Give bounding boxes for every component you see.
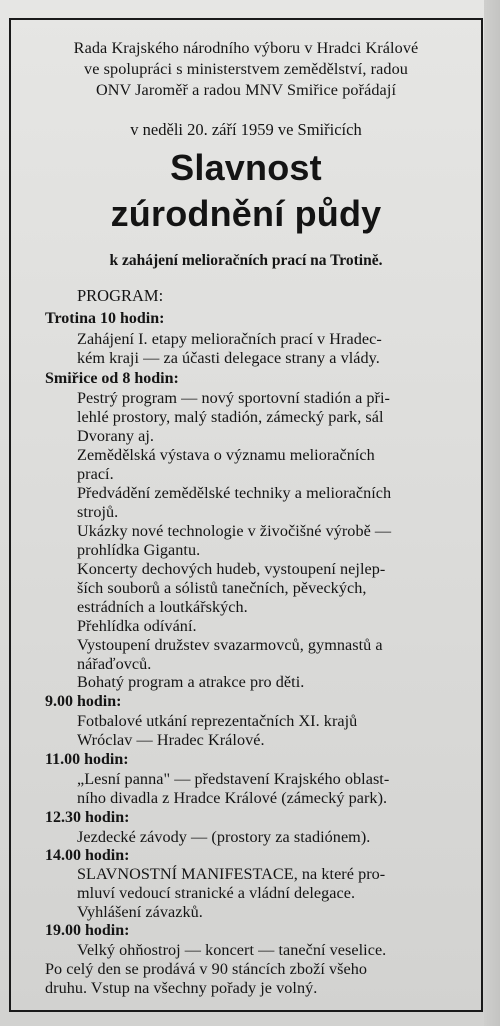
program-line: strojů. — [77, 503, 119, 521]
program-line: Dvorany aj. — [77, 427, 154, 446]
event-title-line-2: zúrodnění půdy — [110, 193, 382, 234]
closing-line: Po celý den se prodává v 90 stáncích zboží všeho — [45, 960, 368, 979]
program-line: Vyhlášení závazků. — [77, 903, 203, 922]
program-line: Předvádění zemědělské techniky a melioračních — [77, 484, 392, 502]
section-heading-1230: 12.30 hodin: — [45, 808, 130, 826]
program-line: Velký ohňostroj — koncert — taneční veselice. — [77, 941, 387, 960]
program-line: Vystoupení družstev svazarmovců, gymnastů a — [77, 635, 383, 654]
section-heading-trotina: Trotina 10 hodin: — [45, 310, 165, 328]
section-heading-9: 9.00 hodin: — [45, 693, 122, 711]
program-line: Fotbalové utkání reprezentačních XI. krajů — [77, 712, 358, 731]
intro-line: ve spolupráci s ministerstvem zemědělství, radou — [84, 60, 408, 78]
program-line: Bohatý program a atrakce pro děti. — [77, 673, 305, 692]
event-title-line-1: Slavnost — [170, 147, 322, 188]
program-line: Přehlídka odívání. — [77, 616, 197, 635]
section-heading-11: 11.00 hodin: — [45, 750, 129, 768]
page-edge — [484, 0, 500, 1026]
program-line: kém kraji — za účasti delegace strany a vlády. — [77, 348, 380, 367]
closing-line: druhu. Vstup na všechny pořady je volný. — [45, 979, 318, 998]
program-line: Wróclav — Hradec Králové. — [77, 731, 265, 750]
program-line: SLAVNOSTNÍ MANIFESTACE, na které pro- — [77, 865, 386, 884]
program-line: ního divadla z Hradce Králové (zámecký park). — [77, 788, 388, 807]
intro-paragraph — [11, 38, 481, 101]
program-line: Jezdecké závody — (prostory za stadiónem). — [77, 827, 371, 846]
program-line: lehlé prostory, malý stadión, zámecký park, sál — [77, 408, 384, 427]
program-line: „Lesní panna" — představení Krajského oblast- — [77, 769, 390, 788]
program-line: Pestrý program — nový sportovní stadión a při- — [77, 389, 390, 408]
program-line: Koncerty dechových hudeb, vystoupení nejlep- — [77, 559, 386, 578]
program-line: prohlídka Gigantu. — [77, 540, 201, 559]
section-heading-14: 14.00 hodin: — [45, 846, 130, 864]
program-line: Zemědělská výstava o významu melioračních — [77, 446, 375, 465]
announcement-frame — [9, 18, 483, 1012]
program-line: prací. — [77, 465, 114, 484]
section-heading-smirice: Smiřice od 8 hodin: — [45, 369, 179, 387]
program-line: mluví vedoucí stranické a vládní delegace. — [77, 884, 356, 903]
intro-line: Rada Krajského národního výboru v Hradci Králové — [73, 39, 419, 57]
program-line: ších souborů a sólistů tanečních, pěveckých, — [77, 578, 367, 597]
program-line: Zahájení I. etapy melioračních prací v Hradec- — [77, 329, 382, 348]
event-subtitle: k zahájení melioračních prací na Trotině. — [109, 252, 383, 269]
section-heading-19: 19.00 hodin: — [45, 922, 130, 940]
event-date: v neděli 20. září 1959 ve Smiřicích — [130, 120, 362, 139]
program-line: estrádních a loutkářských. — [77, 597, 248, 616]
program-line: nářaďovců. — [77, 654, 152, 673]
program-label: PROGRAM: — [77, 286, 164, 305]
program-line: Ukázky nové technologie v živočišné výrobě — — [77, 521, 392, 540]
intro-line: ONV Jaroměř a radou MNV Smiřice pořádají — [95, 81, 397, 99]
